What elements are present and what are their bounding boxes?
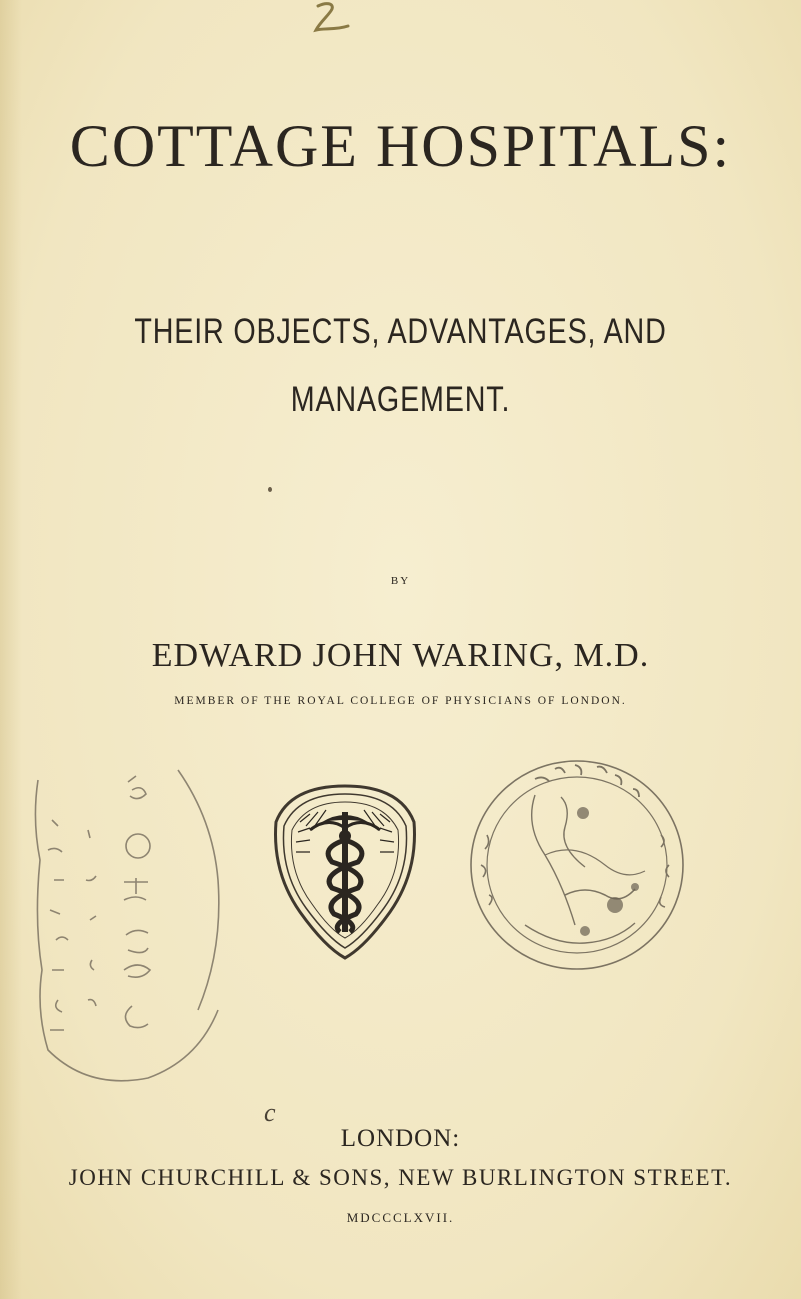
publisher-name: JOHN CHURCHILL & SONS, NEW BURLINGTON STREET. <box>68 1165 733 1190</box>
author-credentials: MEMBER OF THE ROYAL COLLEGE OF PHYSICIANS OF LONDON. <box>174 695 627 707</box>
handwritten-mark <box>304 0 364 42</box>
author-name: EDWARD JOHN WARING, M.D. <box>151 637 650 674</box>
speck <box>268 487 272 492</box>
handwritten-place-mark: c <box>264 1098 276 1127</box>
book-title: COTTAGE HOSPITALS: <box>69 113 732 179</box>
publication-date: MDCCCLXVII. <box>346 1210 455 1225</box>
subtitle-line-1: THEIR OBJECTS, ADVANTAGES, AND <box>134 312 667 351</box>
subtitle-line-2: MANAGEMENT. <box>290 380 511 419</box>
library-stamp-icon <box>28 760 238 1090</box>
caduceus-shield-icon <box>270 782 420 962</box>
institution-seal-icon <box>465 755 690 975</box>
publication-place: LONDON: <box>340 1125 461 1152</box>
by-label: BY <box>390 575 411 587</box>
